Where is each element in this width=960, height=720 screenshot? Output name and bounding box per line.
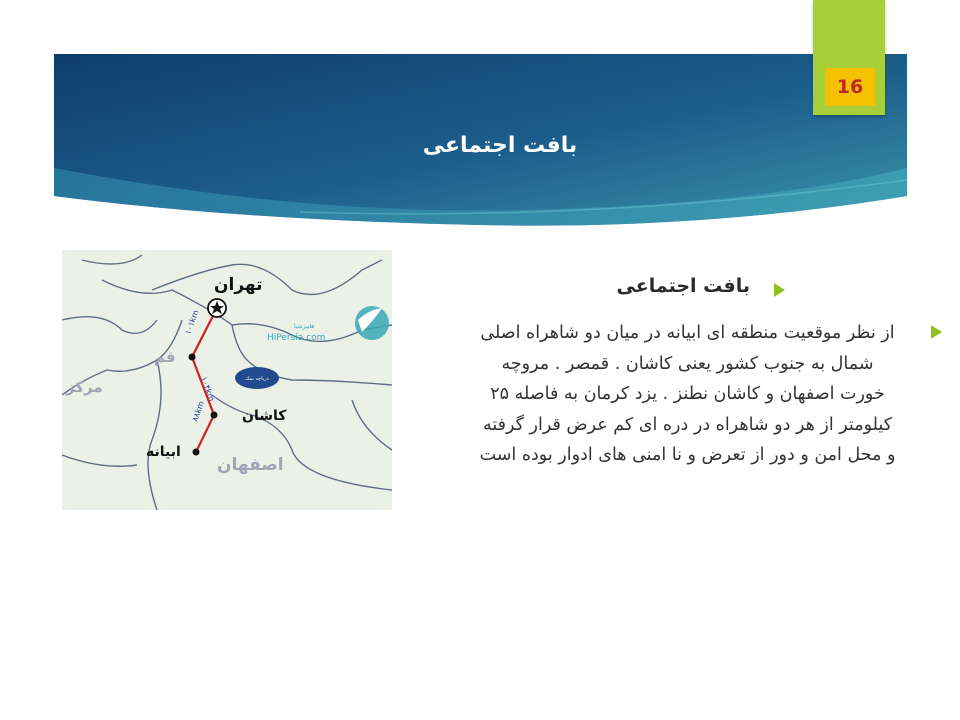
watermark-fa: هایپرشیا [294,323,315,330]
distance-label: ۱۰۱km [183,308,201,336]
distance-label: ۱۰۴km [199,375,217,403]
bullet-triangle-icon [931,325,942,339]
body-line: کیلومتر از هر دو شاهراه در دره ای کم عرض قرار گرفته [482,414,893,435]
body-line: از نظر موقعیت منطقه ای ابیانه در میان دو شاهراه اصلی [480,323,895,343]
abyaneh-dot [193,449,200,456]
qom-dot [189,354,196,361]
city-qom: قم [154,348,176,366]
page-number: 16 [825,68,875,106]
city-kashan: کاشان [242,408,287,424]
lake-label: دریاچه نمک [245,376,269,382]
bullet-triangle-icon [774,283,785,297]
city-abyaneh: ابیانه [146,444,181,460]
slide-title: بافت اجتماعی [422,133,578,158]
distance-label: ۸۸km [190,399,207,423]
body-paragraph [455,318,920,471]
watermark-en: HiPersia.com [267,333,326,343]
city-tehran: تهران [214,275,263,295]
body-line: شمال به جنوب کشور یعنی کاشان . قمصر . مروچه [501,353,874,374]
heading-text: بافت اجتماعی [616,275,750,297]
province-markazi: مرکز [66,378,103,396]
body-line: خورت اصفهان و کاشان نطنز . یزد کرمان به فاصله ۲۵ [490,384,885,404]
kashan-dot [211,412,218,419]
body-line: و محل امن و دور از تعرض و نا امنی های ادوار بوده است [479,445,896,465]
location-map [62,250,392,510]
province-isfahan: اصفهان [217,455,284,475]
section-heading [560,275,790,305]
